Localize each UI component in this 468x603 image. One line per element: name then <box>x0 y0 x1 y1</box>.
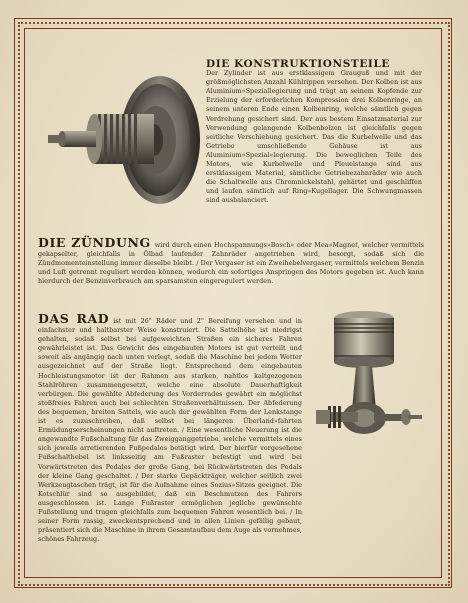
konstruktion-section <box>206 60 422 206</box>
konstruktion-heading: DIE KONSTRUKTIONSTEILE <box>206 58 391 70</box>
flywheel-gear-photo <box>38 58 204 208</box>
konstruktion-text: Der Zylinder ist aus erstklassigem Grauguß und mit der größmöglichsten Anzahl Kühlrippen versehen. Der Kolben ist aus Aluminium»Speziallegierung und trägt an seinem Kopfende zur Erzielung der erforderlichen Kompression drei Kolbenringe, an seinem unteren Ende einen Kolbenring, welche sämtlich gegen Verdrehung gesichert sind. Der aus bestem Einsatzmaterial zur Verwendung gelangende Kolbenbolzen ist gleichfalls gegen seitliche Verschiebung gesichert. Das die Kurbelwelle und das Getriebe umschließende Gehäuse ist aus Aluminium»Spezial«legierung. Die beweglichen Teile des Motors, wie Kurbelwelle und Pleuelstange sind aus erstklassigem Material, sämtliche Getriebezahnräder wie auch die Schaltwelle aus Chromnickelstahl, gehärtet und geschliffen und laufen sämtlich auf Ring»Kugellager. Die Schwungmassen sind ausbalanciert. <box>206 69 422 205</box>
rad-heading: DAS RAD <box>38 311 110 326</box>
zuendung-section <box>38 235 424 286</box>
rad-text: ist mit 26" Räder und 2" Bereifung versehen und in einfachster und haltbarster Weise konstruiert. Die Sattelhöhe ist niedrigst gehalten, sodaß selbst bei aufgeweichten Straßen ein sicheres Fahren gewährleistet ist. Das Gewicht des eingebauten Motors ist gut verteilt und soweit als angängig nach unten verlegt, sodaß die Maschine bei jedem Wetter ausgezeichnet auf der Straße liegt. Entsprechend dem eingebauten Hochleistungsmotor ist der Rahmen aus starken, nahtlos kaltgezogenen Stahlröhren zusammengesetzt, welche eine absolute Dauerhaftigkeit verbürgen. Die gewählte Abfederung des Vorderrades gewährt ein möglichst stoßfreies Fahren auch bei schlechten Straßenverhältnissen. Der Abfederung des bequemen, breiten Sattels, wie auch der gewählten Form der Lenkstange ist es zuzuschreiben, daß selbst bei längeren Überland»fahrten Ermüdungserscheinungen nicht auftreten. ∕ Eine wesentliche Neuerung ist die angewandte Fußschaltung für das Zweigganggetriebe, welche vermittels eines sich jeweils arretierenden Fußpedales betätigt wird. Der hierfür vorgesehene Fußschalthebel ist linksseitig am Fußraster befestigt und wird bei Vorwärtstreten des Pedales der große Gang, bei Rückwärtstreten des Pedals der kleine Gang geschaltet. ∕ Der starke Gepäckträger, welcher seitlich zwei Werkzeugtaschen trägt, ist für die Aufnahme eines Sozius»Sitzes geeignet. Die Kotschlür sind so ausgebildet, daß ein Beschmutzen des Fahrers ausgeschlossen ist. Lange Fußraster ermöglichen jegliche gewünschte Fußstellung und tragen gleichfalls zum bequemen Fahren wesentlich bei. ∕ In seiner Form rassig, zweckentsprechend und in allen Linien gefällig gebaut, präsentiert sich die Maschine in ihrem Gesamtaufbau dem Auge als vornehmes, schönes Fahrzeug. <box>38 317 303 544</box>
zuendung-heading: DIE ZÜNDUNG <box>38 235 151 250</box>
zuendung-text: wird durch einen Hochspannungs»Bosch« oder Mea»Magnet, welcher vermittels gekapselter, gleichfalls in Ölbad laufender Zahnräder angetrieben wird, besorgt, sodaß sich die Zündmomenteinstellung immer dieselbe bleibt. ∕ Der Vergaser ist ein Zweihebelvergaser, vermittels welchem Benzin und Luft getrennt reguliert werden können, wodurch ein sofortiges Anspringen des Motors gegeben ist. Auch kann hierdurch der Benzinverbrauch am sparsamsten eingeregulert werden. <box>38 241 424 286</box>
piston-crankshaft-photo <box>304 306 430 458</box>
rad-section-top <box>38 311 303 544</box>
